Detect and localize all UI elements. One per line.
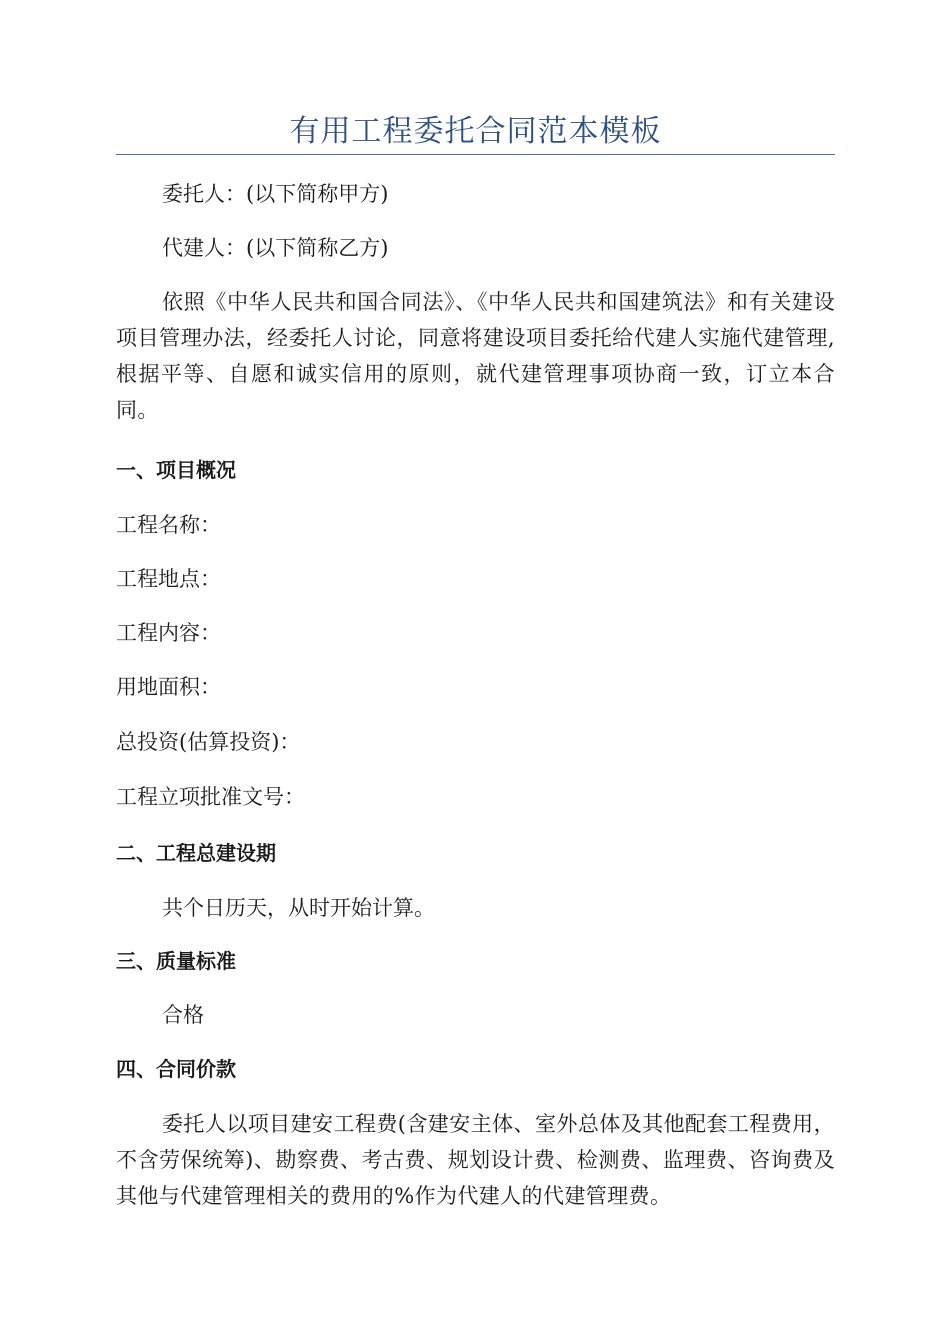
price-paragraph: 委托人以项目建安工程费(含建安主体、室外总体及其他配套工程费用，不含劳保统筹)、勘察费、考古费、规划设计费、检测费、监理费、咨询费及其他与代建管理相关的费用的%作为代建人的代建管理费。	[116, 1112, 835, 1208]
title-underline	[116, 154, 835, 155]
period-text: 共个日历天，从时开始计算。	[162, 896, 435, 920]
agent-line: 代建人：(以下简称乙方)	[162, 236, 389, 260]
quality-text: 合格	[162, 1003, 204, 1027]
field-project-name: 工程名称：	[116, 513, 221, 537]
section-heading-period: 二、工程总建设期	[116, 841, 276, 865]
section-heading-overview: 一、项目概况	[116, 458, 236, 482]
field-project-content: 工程内容：	[116, 621, 221, 645]
field-total-investment: 总投资(估算投资)：	[116, 730, 301, 754]
section-heading-quality: 三、质量标准	[116, 949, 236, 973]
preamble-paragraph: 依照《中华人民共和国合同法》、《中华人民共和国建筑法》和有关建设项目管理办法，经委托人讨论，同意将建设项目委托给代建人实施代建管理,根据平等、自愿和诚实信用的原则，就代建管理事项协商一致，订立本合同。	[116, 290, 835, 422]
field-land-area: 用地面积：	[116, 675, 221, 699]
client-line: 委托人：(以下简称甲方)	[162, 182, 389, 206]
field-project-location: 工程地点：	[116, 567, 221, 591]
document-title: 有用工程委托合同范本模板	[289, 114, 662, 149]
section-heading-price: 四、合同价款	[116, 1057, 236, 1081]
field-approval-number: 工程立项批准文号：	[116, 785, 305, 809]
